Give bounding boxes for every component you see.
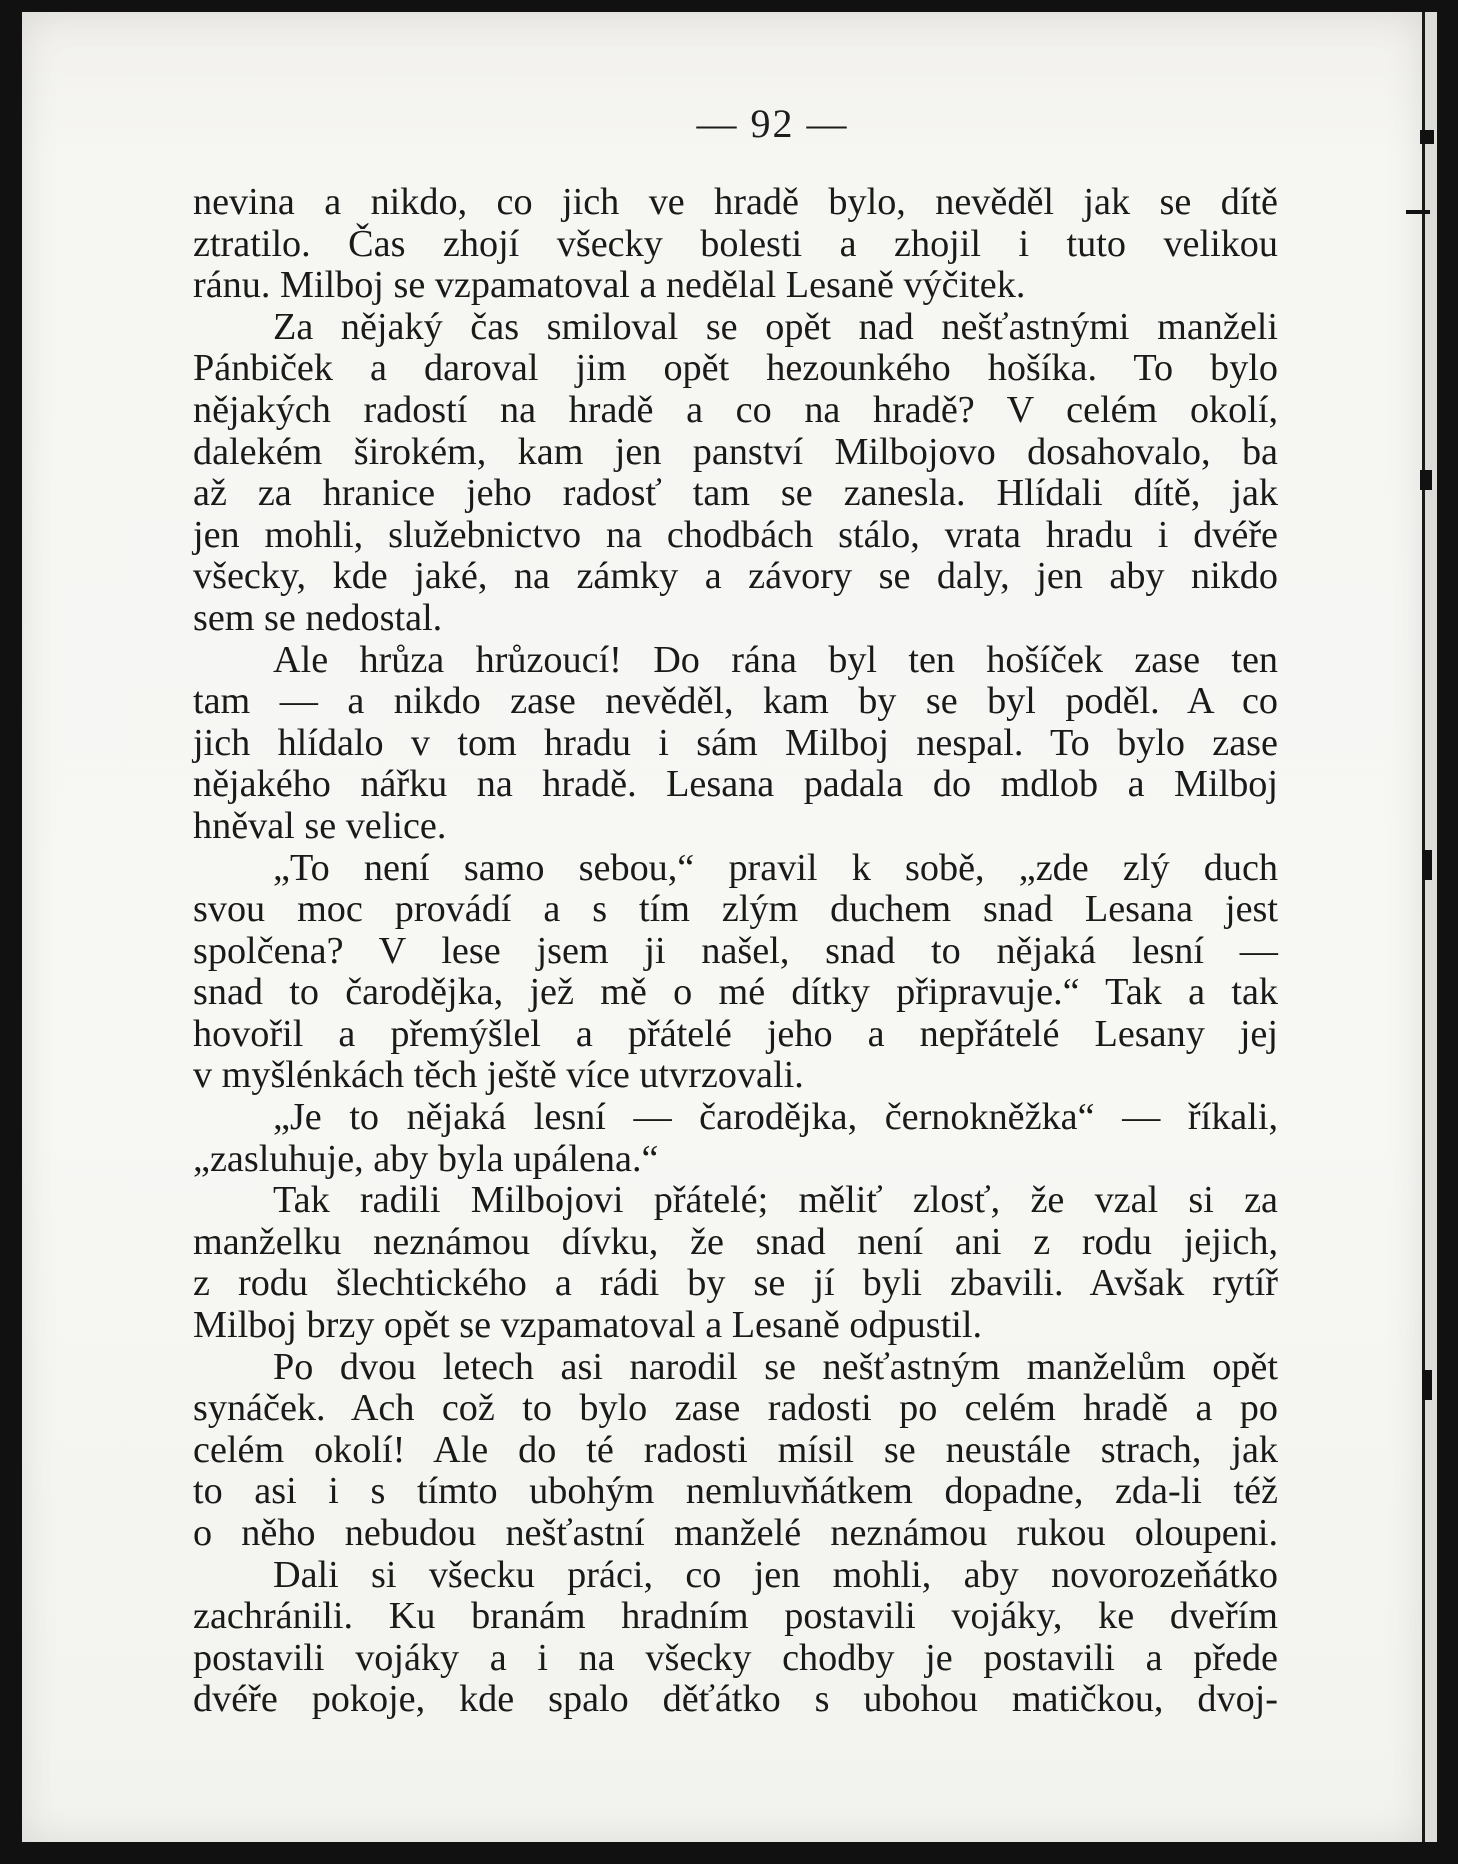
text-line: synáček. Ach což to bylo zase radosti po celém hradě a po <box>193 1387 1278 1430</box>
text-line: o něho nebudou nešťastní manželé neznámou rukou oloupeni. <box>193 1512 1278 1554</box>
text-line: ránu. Milboj se vzpamatoval a nedělal Lesaně výčitek. <box>193 264 1026 307</box>
edge-mark <box>1420 470 1432 490</box>
text-line: Milboj brzy opět se vzpamatoval a Lesaně odpustil. <box>193 1304 982 1347</box>
text-line: až za hranice jeho radosť tam se zanesla. Hlídali dítě, jak <box>193 472 1278 515</box>
text-line: nějakých radostí na hradě a co na hradě? V celém okolí, <box>193 388 1278 431</box>
text-line: hovořil a přemýšlel a přátelé jeho a nepřátelé Lesany jej <box>193 1012 1278 1055</box>
text-line: dalekém širokém, kam jen panství Milbojovo dosahovalo, ba <box>193 430 1278 473</box>
text-line: „Je to nějaká lesní — čarodějka, černokněžka“ — říkali, <box>273 1096 1278 1139</box>
page-number: — 92 — <box>696 101 849 146</box>
text-line: dvéře pokoje, kde spalo děťátko s ubohou matičkou, dvoj- <box>193 1678 1278 1721</box>
edge-mark <box>1422 850 1432 880</box>
text-line: celém okolí! Ale do té radosti mísil se neustále strach, jak <box>193 1428 1278 1471</box>
text-line: Dali si všecku práci, co jen mohli, aby novorozeňátko <box>273 1553 1278 1596</box>
text-line: manželku neznámou dívku, že snad není ani z rodu jejich, <box>193 1220 1278 1263</box>
text-line: Po dvou letech asi narodil se nešťastným manželům opět <box>273 1345 1278 1388</box>
text-line: Tak radili Milbojovi přátelé; měliť zlosť, že vzal si za <box>273 1179 1278 1222</box>
text-line: Ale hrůza hrůzoucí! Do rána byl ten hošíček zase ten <box>273 638 1278 681</box>
text-line: zachránili. Ku branám hradním postavili vojáky, ke dveřím <box>193 1595 1278 1638</box>
text-line: v myšlénkách těch ještě více utvrzovali. <box>193 1054 804 1097</box>
body-text <box>193 182 1278 1721</box>
text-line: ztratilo. Čas zhojí všecky bolesti a zhojil i tuto velikou <box>193 222 1278 265</box>
text-line: nějakého nářku na hradě. Lesana padala do mdlob a Milboj <box>193 763 1278 806</box>
text-line: Za nějaký čas smiloval se opět nad nešťastnými manželi <box>273 305 1278 348</box>
page-edge <box>1422 12 1437 1842</box>
text-line: „To není samo sebou,“ pravil k sobě, „zde zlý duch <box>273 846 1278 889</box>
text-line: postavili vojáky a i na všecky chodby je postavili a přede <box>193 1636 1278 1679</box>
text-line: to asi i s tímto ubohým nemluvňátkem dopadne, zda-li též <box>193 1470 1278 1513</box>
text-line: nevina a nikdo, co jich ve hradě bylo, nevěděl jak se dítě <box>193 181 1278 223</box>
text-line: jich hlídalo v tom hradu i sám Milboj nespal. To bylo zase <box>193 721 1278 764</box>
text-line: z rodu šlechtického a rádi by se jí byli zbavili. Avšak rytíř <box>193 1262 1278 1305</box>
text-line: „zasluhuje, aby byla upálena.“ <box>193 1137 659 1180</box>
text-line: všecky, kde jaké, na zámky a závory se daly, jen aby nikdo <box>193 555 1278 598</box>
text-line: hněval se velice. <box>193 804 447 847</box>
edge-mark <box>1422 1370 1432 1400</box>
text-line: spolčena? V lese jsem ji našel, snad to nějaká lesní — <box>193 929 1278 972</box>
text-line: tam — a nikdo zase nevěděl, kam by se byl poděl. A co <box>193 680 1278 723</box>
text-line: jen mohli, služebnictvo na chodbách stálo, vrata hradu i dvéře <box>193 513 1278 556</box>
edge-mark <box>1406 210 1430 214</box>
text-line: Pánbiček a daroval jim opět hezounkého hošíka. To bylo <box>193 347 1278 390</box>
text-line: snad to čarodějka, jež mě o mé dítky připravuje.“ Tak a tak <box>193 971 1278 1014</box>
text-line: sem se nedostal. <box>193 596 443 639</box>
text-line: svou moc provádí a s tím zlým duchem snad Lesana jest <box>193 888 1278 931</box>
